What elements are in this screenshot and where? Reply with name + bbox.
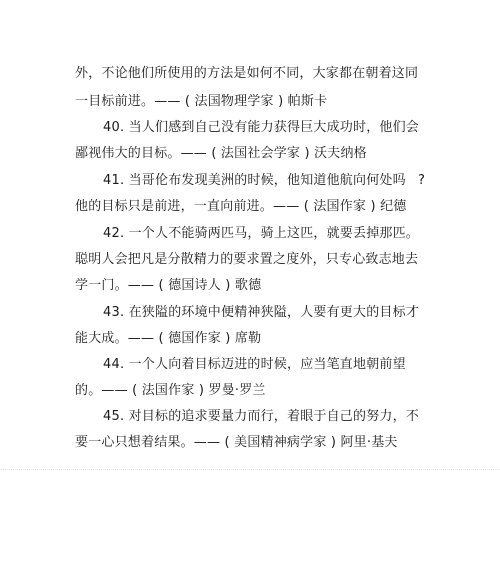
quote-40: 40. 当人们感到自己没有能力获得巨大成功时，他们会 <box>103 120 420 135</box>
text-line: 外，不论他们所使用的方法是如何不同，大家都在朝着这同 <box>75 66 419 81</box>
question-mark: ? <box>418 173 426 188</box>
text-line: 一目标前进。—— ( 法国物理学家 ) 帕斯卡 <box>75 94 328 109</box>
page-divider <box>0 469 500 470</box>
quote-41: 41. 当哥伦布发现美洲的时候，他知道他航向何处吗 <box>103 173 406 188</box>
text-line: 学一门。—— ( 德国诗人 ) 歌德 <box>75 278 262 293</box>
quote-45: 45. 对目标的追求要量力而行，着眼于自己的努力，不 <box>103 409 420 424</box>
text-line: 的。—— ( 法国作家 ) 罗曼·罗兰 <box>75 383 266 398</box>
quote-42: 42. 一个人不能骑两匹马，骑上这匹，就要丢掉那匹。 <box>103 226 420 241</box>
text-line: 要一心只想着结果。—— ( 美国精神病学家 ) 阿里·基夫 <box>75 435 398 450</box>
text-line: 能大成。—— ( 德国作家 ) 席勒 <box>75 331 262 346</box>
text-line: 鄙视伟大的目标。—— ( 法国社会学家 ) 沃夫纳格 <box>75 146 367 161</box>
text-line: 他的目标只是前进，一直向前进。—— ( 法国作家 ) 纪德 <box>75 199 407 214</box>
text-line: 聪明人会把凡是分散精力的要求置之度外，只专心致志地去 <box>75 252 419 267</box>
quote-44: 44. 一个人向着目标迈进的时候，应当笔直地朝前望 <box>103 357 406 372</box>
quote-43: 43. 在狭隘的环境中便精神狭隘，人要有更大的目标才 <box>103 305 420 320</box>
